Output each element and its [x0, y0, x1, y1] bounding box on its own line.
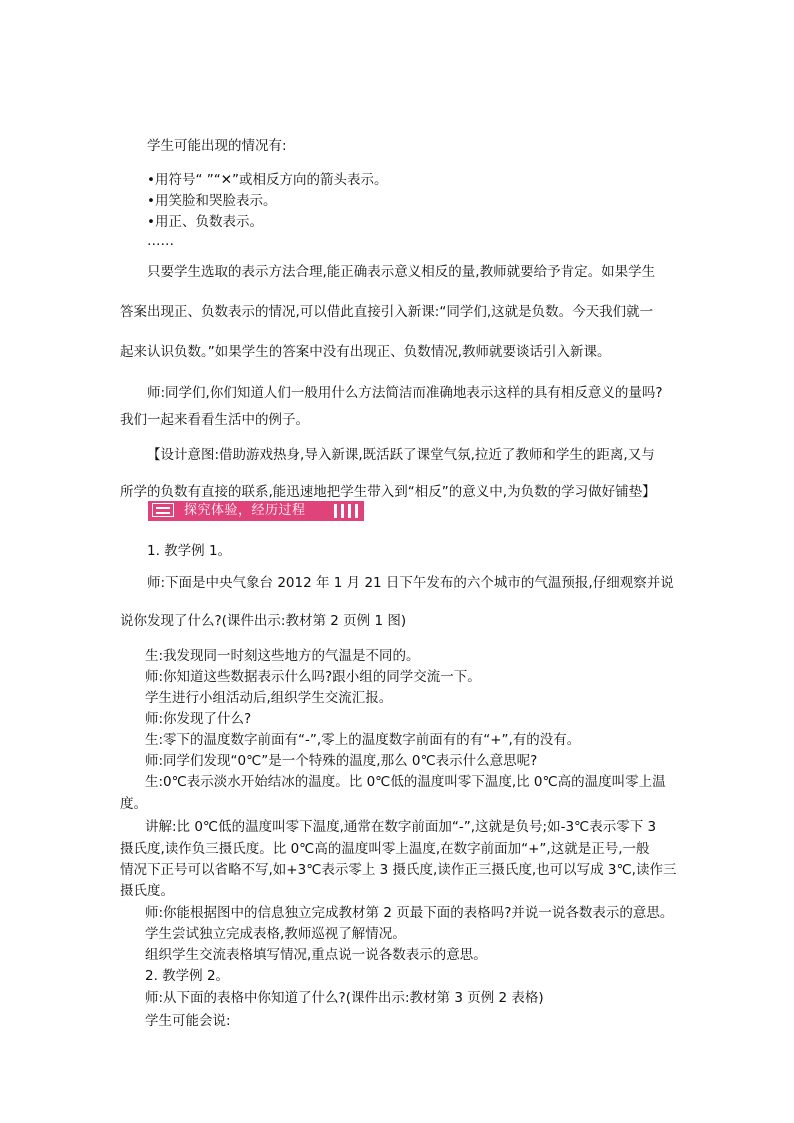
text-line: 情况下正号可以省略不写,如+3℃表示零上 3 摄氏度,读作正三摄氏度,也可以写成 3℃,读作三 [120, 862, 677, 878]
text-line: 生:零下的温度数字前面有“-”,零上的温度数字前面有的有“+”,有的没有。 [145, 732, 581, 748]
text-line: 师:从下面的表格中你知道了什么?(课件出示:教材第 3 页例 2 表格) [145, 990, 544, 1006]
text-line: 学生尝试独立完成表格,教师巡视了解情况。 [145, 926, 406, 942]
text-line: 师:你发现了什么? [145, 711, 252, 727]
text-line: …… [147, 233, 174, 249]
text-line: 讲解:比 0℃低的温度叫零下温度,通常在数字前面加“-”,这就是负号;如-3℃表示零下 3 [145, 819, 657, 835]
design-intent-line: 所学的负数有直接的联系,能迅速地把学生带入到“相反”的意义中,为负数的学习做好铺垫】 [120, 484, 656, 500]
stripe-decoration-icon [334, 504, 360, 518]
text-line: 生:0℃表示淡水开始结冰的温度。比 0℃低的温度叫零下温度,比 0℃高的温度叫零上温 [145, 774, 666, 790]
section-number-icon [152, 503, 174, 517]
text-line: •用正、负数表示。 [147, 214, 263, 230]
text-line: 师:同学们发现“0℃”是一个特殊的温度,那么 0℃表示什么意思呢? [145, 753, 538, 769]
text-line: 答案出现正、负数表示的情况,可以借此直接引入新课:“同学们,这就是负数。今天我们就一 [120, 304, 654, 320]
example-heading: 2. 教学例 2。 [145, 968, 230, 984]
text-line: 学生进行小组活动后,组织学生交流汇报。 [145, 690, 393, 706]
text-line: 摄氏度。 [120, 883, 174, 899]
text-line: 度。 [120, 796, 147, 812]
text-line: 摄氏度,读作负三摄氏度。比 0℃高的温度叫零上温度,在数字前面加“+”,这就是正号,一般 [120, 841, 650, 857]
text-line: 师:下面是中央气象台 2012 年 1 月 21 日下午发布的六个城市的气温预报,仔细观察并说 [147, 575, 674, 591]
text-line: 生:我发现同一时刻这些地方的气温是不同的。 [145, 648, 420, 664]
text-line: 组织学生交流表格填写情况,重点说一说各数表示的意思。 [145, 947, 487, 963]
example-heading: 1. 教学例 1。 [147, 543, 232, 559]
text-line: •用笑脸和哭脸表示。 [147, 193, 277, 209]
text-line: 我们一起来看看生活中的例子。 [120, 412, 309, 428]
text-line: 师:你能根据图中的信息独立完成教材第 2 页最下面的表格吗?并说一说各数表示的意思。 [145, 905, 674, 921]
text-line: 说你发现了什么?(课件出示:教材第 2 页例 1 图) [120, 613, 407, 629]
text-line: 只要学生选取的表示方法合理,能正确表示意义相反的量,教师就要给予肯定。如果学生 [147, 264, 656, 280]
text-line: 学生可能会说: [145, 1013, 231, 1029]
section-title: 探究体验，经历过程 [184, 503, 306, 518]
text-line: 起来认识负数。”如果学生的答案中没有出现正、负数情况,教师就要谈话引入新课。 [120, 344, 611, 360]
text-line: 师:同学们,你们知道人们一般用什么方法简洁而准确地表示这样的具有相反意义的量吗? [147, 385, 663, 401]
text-line: 学生可能出现的情况有: [147, 138, 287, 154]
section-banner [148, 501, 364, 521]
design-intent-line: 【设计意图:借助游戏热身,导入新课,既活跃了课堂气氛,拉近了教师和学生的距离,又与 [147, 447, 655, 463]
text-line: •用符号“ ”“✕”或相反方向的箭头表示。 [147, 172, 388, 188]
text-line: 师:你知道这些数据表示什么吗?跟小组的同学交流一下。 [145, 669, 481, 685]
